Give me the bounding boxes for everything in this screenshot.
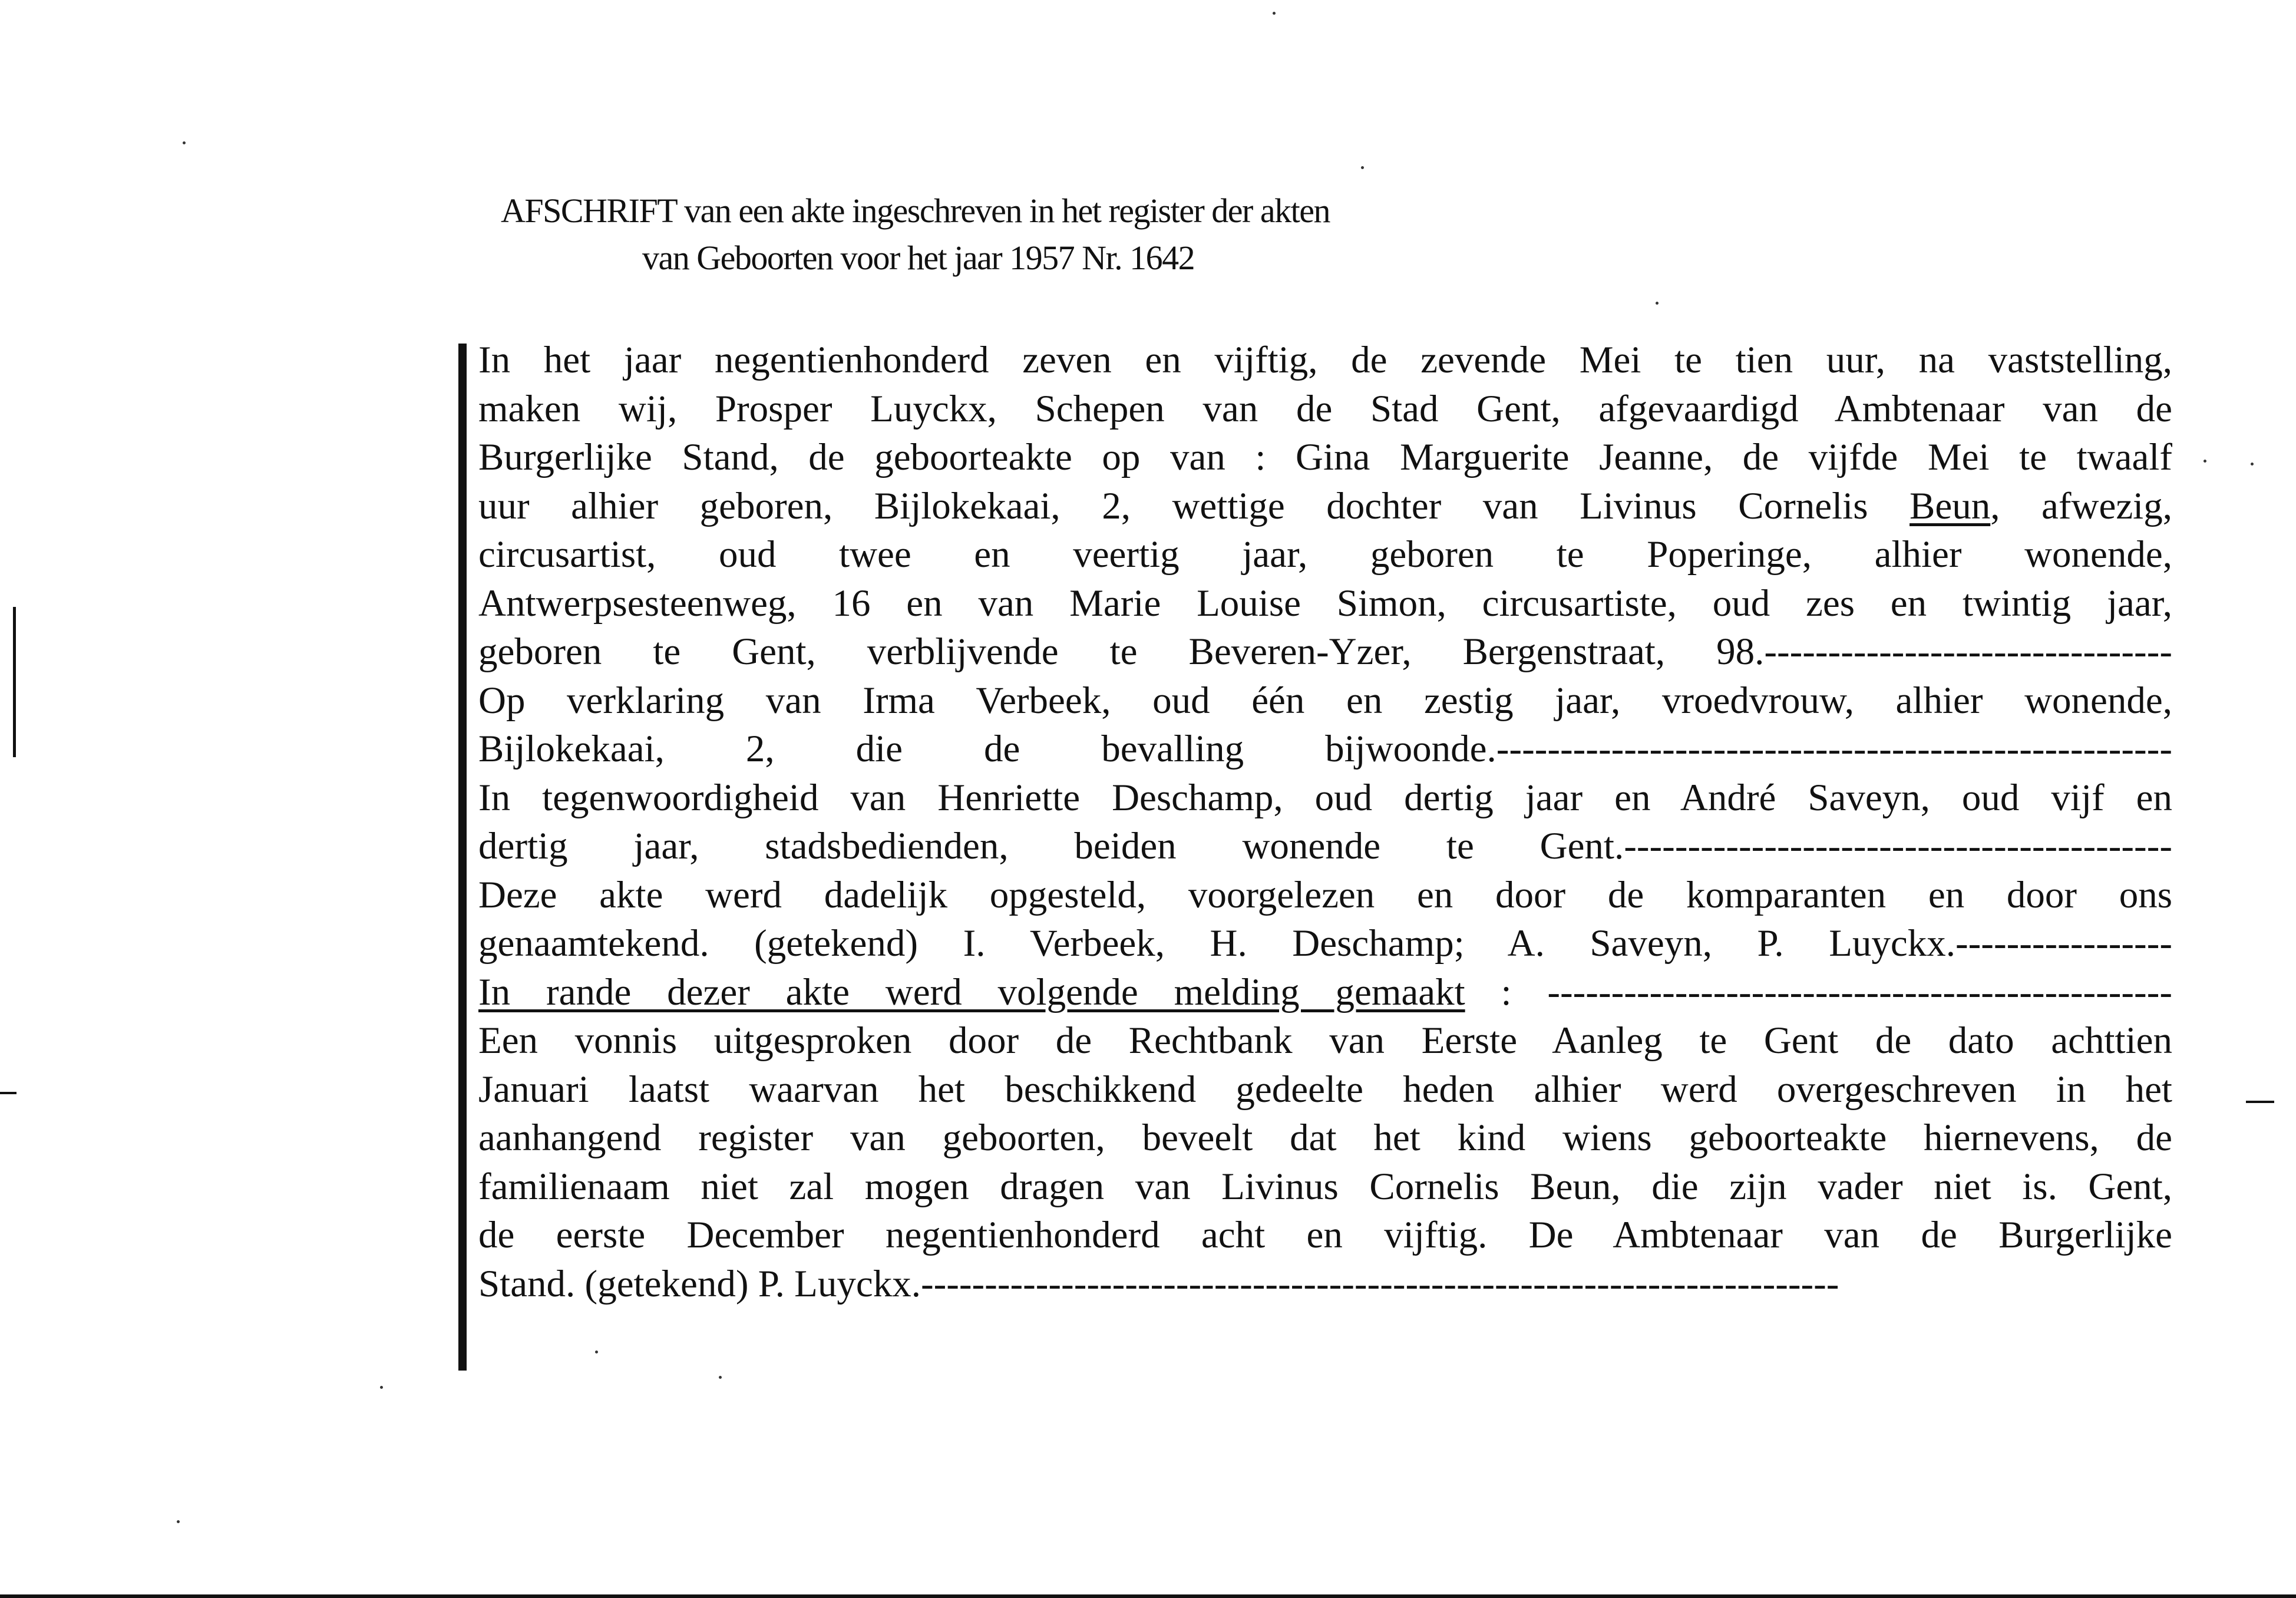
bottom-edge-line bbox=[0, 1594, 2296, 1598]
record-line: Stand. (getekend) P. Luyckx.------------------------------------------------------------------------ bbox=[478, 1262, 1839, 1305]
record-line: In tegenwoordigheid van Henriette Deschamp, oud dertig jaar en André Saveyn, oud vijf en bbox=[478, 776, 2172, 819]
record-line: circusartist, oud twee en veertig jaar, geboren te Poperinge, alhier wonende, bbox=[478, 533, 2172, 576]
margin-bar bbox=[458, 344, 467, 1371]
record-line: Een vonnis uitgesproken door de Rechtbank van Eerste Aanleg te Gent de dato achttien bbox=[478, 1019, 2172, 1062]
record-line: de eerste December negentienhonderd acht en vijftig. De Ambtenaar van de Burgerlijke bbox=[478, 1214, 2172, 1256]
underlined-surname: Beun bbox=[1910, 484, 1991, 527]
record-line: Op verklaring van Irma Verbeek, oud één en zestig jaar, vroedvrouw, alhier wonende, bbox=[478, 679, 2172, 722]
record-line: genaamtekend. (getekend) I. Verbeek, H. Deschamp; A. Saveyn, P. Luyckx.----------------- bbox=[478, 922, 2172, 965]
record-line bbox=[478, 482, 2172, 531]
right-tick-mark bbox=[2246, 1101, 2274, 1103]
record-text bbox=[478, 336, 2172, 1308]
record-line: maken wij, Prosper Luyckx, Schepen van de Stad Gent, afgevaardigd Ambtenaar van de bbox=[478, 387, 2172, 430]
left-edge-mark bbox=[13, 607, 16, 757]
scan-speck bbox=[2251, 463, 2254, 465]
underlined-marginal-note-heading: In rande dezer akte werd volgende melding gemaakt bbox=[478, 970, 1465, 1013]
scan-speck bbox=[2204, 460, 2206, 463]
record-line: Deze akte werd dadelijk opgesteld, voorgelezen en door de komparanten en door ons bbox=[478, 873, 2172, 916]
header-title-line-2: van Geboorten voor het jaar 1957 Nr. 1642 bbox=[642, 239, 1195, 277]
header-title-line-1: AFSCHRIFT van een akte ingeschreven in het register der akten bbox=[501, 192, 1330, 230]
record-line-text: uur alhier geboren, Bijlokekaai, 2, wettige dochter van Livinus Cornelis bbox=[478, 484, 1910, 527]
left-tick-mark bbox=[0, 1092, 16, 1094]
record-line: Januari laatst waarvan het beschikkend gedeelte heden alhier werd overgeschreven in het bbox=[478, 1068, 2172, 1111]
record-line-text: , afwezig, bbox=[1990, 484, 2172, 527]
scan-speck bbox=[595, 1351, 598, 1353]
scan-speck bbox=[183, 141, 186, 144]
record-line: In het jaar negentienhonderd zeven en vijftig, de zevende Mei te tien uur, na vaststelling, bbox=[478, 339, 2172, 381]
scan-speck bbox=[1273, 12, 1276, 15]
record-line: Antwerpsesteenweg, 16 en van Marie Louise Simon, circusartiste, oud zes en twintig jaar, bbox=[478, 582, 2172, 625]
record-line: dertig jaar, stadsbedienden, beiden wonende te Gent.------------------------------------------- bbox=[478, 825, 2172, 867]
scan-speck bbox=[177, 1520, 180, 1523]
record-line: geboren te Gent, verblijvende te Beveren-Yzer, Bergenstraat, 98.-------------------------------- bbox=[478, 630, 2172, 673]
record-line: Bijlokekaai, 2, die de bevalling bijwoonde.----------------------------------------------------- bbox=[478, 728, 2172, 770]
scan-speck bbox=[1361, 166, 1364, 169]
record-line bbox=[478, 968, 2172, 1017]
scan-speck bbox=[1656, 302, 1659, 305]
record-line-text: : ------------------------------------------------- bbox=[1465, 970, 2172, 1013]
scan-speck bbox=[719, 1376, 722, 1379]
record-line: familienaam niet zal mogen dragen van Livinus Cornelis Beun, die zijn vader niet is. Gent, bbox=[478, 1165, 2172, 1208]
scan-speck bbox=[380, 1386, 383, 1389]
record-line: aanhangend register van geboorten, beveelt dat het kind wiens geboorteakte hiernevens, de bbox=[478, 1117, 2172, 1159]
record-line: Burgerlijke Stand, de geboorteakte op van : Gina Marguerite Jeanne, de vijfde Mei te twaalf bbox=[478, 436, 2172, 478]
